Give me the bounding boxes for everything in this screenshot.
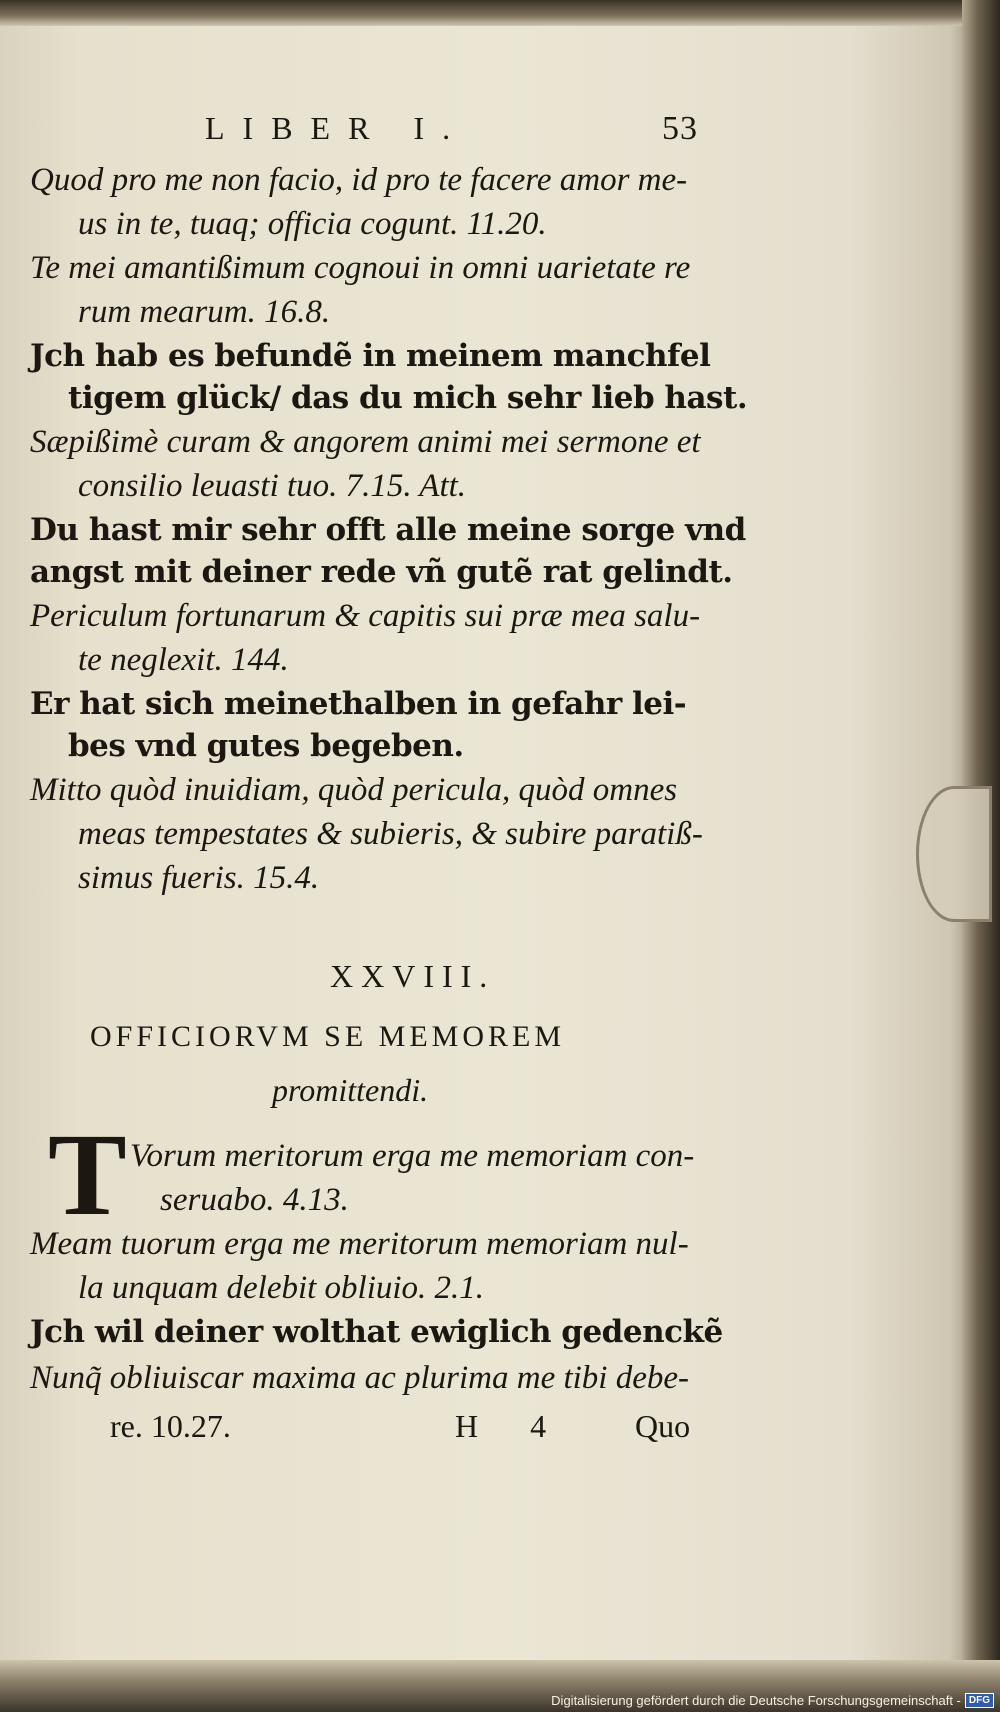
text-line: la unquam delebit obliuio. 2.1. — [78, 1270, 485, 1306]
text-line: simus fueris. 15.4. — [78, 860, 320, 896]
section-title: OFFICIORVM SE MEMOREM — [90, 1020, 565, 1053]
text-line: Vorum meritorum erga me memoriam con- — [130, 1138, 695, 1174]
text-line: Sæpißimè curam & angorem animi mei sermone et — [30, 424, 701, 460]
drop-cap: T — [48, 1109, 127, 1240]
page-footer — [30, 1408, 750, 1450]
text-line: Er hat sich meinethalben in gefahr lei- — [30, 686, 687, 722]
text-line: seruabo. 4.13. — [160, 1182, 349, 1218]
text-line: meas tempestates & subieris, & subire paratiß- — [78, 816, 703, 852]
text-line: Periculum fortunarum & capitis sui præ mea salu- — [30, 598, 701, 634]
dfg-logo: DFG — [965, 1693, 994, 1708]
text-line: te neglexit. 144. — [78, 642, 289, 678]
footer-continuation: re. 10.27. — [110, 1408, 231, 1444]
section-subtitle: promittendi. — [272, 1072, 429, 1108]
text-line: Meam tuorum erga me meritorum memoriam nul- — [30, 1226, 689, 1262]
section-number: XXVIII. — [330, 958, 496, 994]
text-line: Du hast mir sehr offt alle meine sorge vnd — [30, 512, 746, 548]
text-line: Quod pro me non facio, id pro te facere amor me- — [30, 162, 688, 198]
digitization-credit — [551, 1693, 994, 1708]
text-line: Nunq̃ obliuiscar maxima ac plurima me tibi debe- — [30, 1360, 690, 1396]
book-top-edge — [0, 0, 1000, 26]
text-line: Mitto quòd inuidiam, quòd pericula, quòd omnes — [30, 772, 678, 808]
running-title: LIBER I. — [205, 110, 469, 146]
clasp-ring — [916, 786, 992, 922]
text-line: angst mit deiner rede vñ gutẽ rat gelindt. — [30, 554, 733, 590]
text-line: Te mei amantißimum cognoui in omni uarietate re — [30, 250, 691, 286]
text-line: rum mearum. 16.8. — [78, 294, 331, 330]
page-header — [30, 110, 750, 152]
page-number: 53 — [662, 110, 698, 147]
signature-mark: H 4 — [455, 1408, 569, 1444]
text-line: Jch wil deiner wolthat ewiglich gedenckẽ — [30, 1314, 723, 1350]
text-line: bes vnd gutes begeben. — [68, 728, 464, 764]
catchword: Quo — [635, 1408, 691, 1444]
credit-text: Digitalisierung gefördert durch die Deutsche Forschungsgemeinschaft - — [551, 1693, 961, 1708]
printed-page — [30, 110, 750, 1444]
text-line: tigem glück/ das du mich sehr lieb hast. — [68, 380, 748, 416]
text-line: Jch hab es befundẽ in meinem manchfel — [30, 338, 711, 374]
text-line: consilio leuasti tuo. 7.15. Att. — [78, 468, 467, 504]
text-line: us in te, tuaq; officia cogunt. 11.20. — [78, 206, 547, 242]
